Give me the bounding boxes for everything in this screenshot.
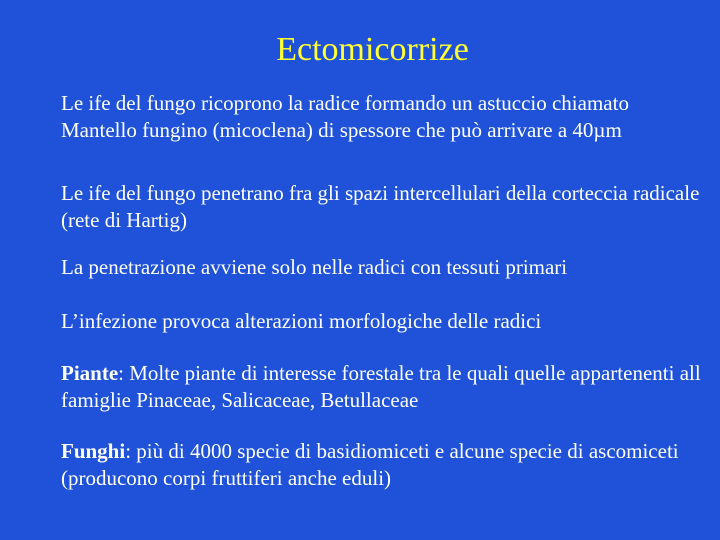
slide-title: Ectomicorrize: [276, 31, 469, 68]
paragraph-hartig: Le ife del fungo penetrano fra gli spazi intercellulari della corteccia radicale (rete di Hartig): [61, 181, 700, 232]
funghi-text: : più di 4000 specie di basidiomiceti e alcune specie di ascomiceti (producono corpi fruttiferi anche eduli): [61, 439, 679, 490]
paragraph-funghi: [61, 438, 701, 492]
piante-label: Piante: [61, 361, 119, 385]
paragraph-infezione: L’infezione provoca alterazioni morfologiche delle radici: [61, 309, 542, 333]
paragraph-penetrazione: La penetrazione avviene solo nelle radici con tessuti primari: [61, 255, 568, 279]
paragraph-mantello: Le ife del fungo ricoprono la radice formando un astuccio chiamato Mantello fungino (micoclena) di spessore che può arrivare a 40µm: [61, 91, 629, 142]
funghi-label: Funghi: [61, 439, 126, 463]
paragraph-piante: [61, 360, 701, 414]
piante-text: : Molte piante di interesse forestale tra le quali quelle appartenenti all famiglie Pinaceae, Salicaceae, Betullaceae: [61, 361, 701, 412]
